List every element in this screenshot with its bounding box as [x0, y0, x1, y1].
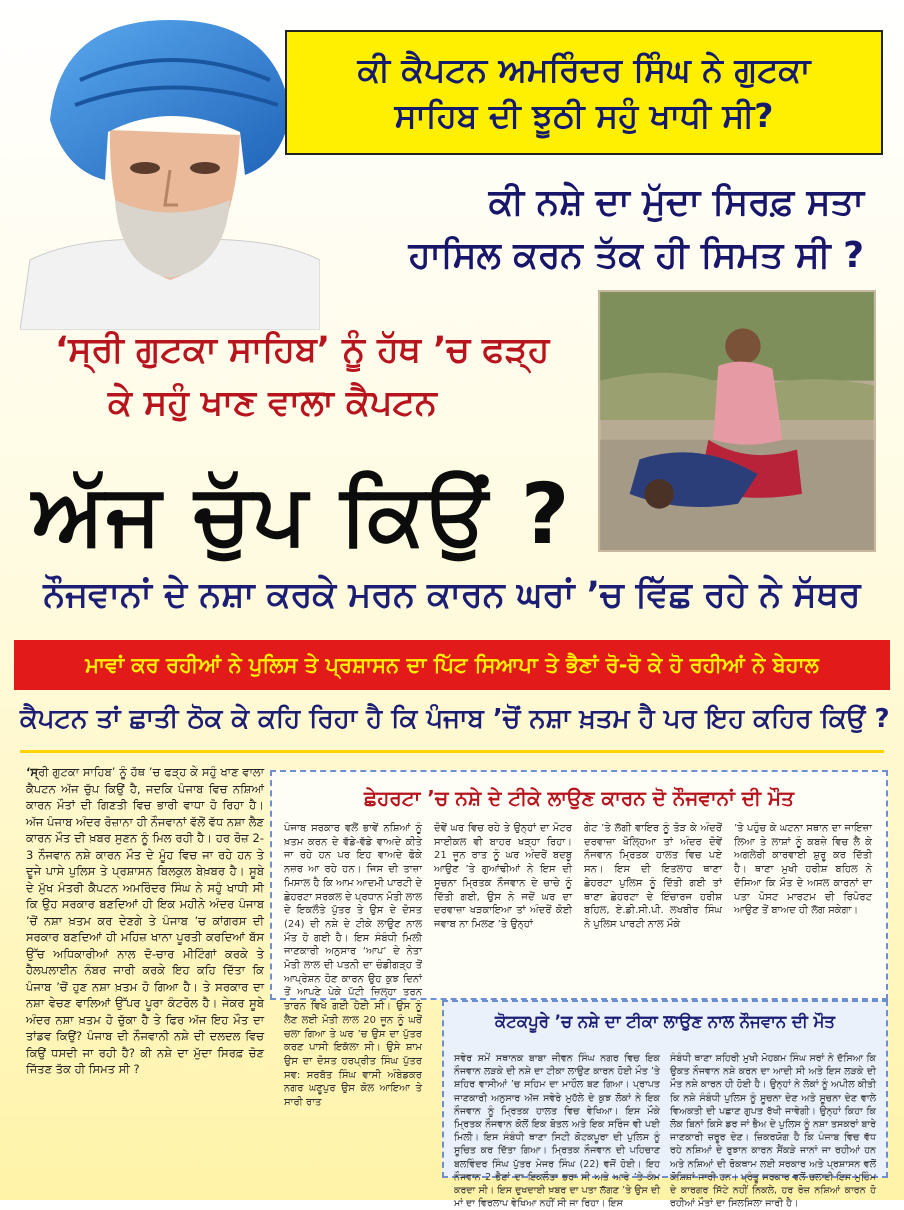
gutka-caption-line-1: ‘ਸ੍ਰੀ ਗੁਟਕਾ ਸਾਹਿਬ’ ਨੂੰ ਹੱਥ ’ਚ ਫੜ੍ਹ: [55, 330, 550, 370]
grieving-mother-photo: [598, 290, 876, 552]
news-box-kotkapura: [442, 1000, 888, 1210]
news-column: ਸਵੇਰ ਸਮੇਂ ਸਥਾਨਕ ਬਾਬਾ ਜੀਵਨ ਸਿੰਘ ਨਗਰ ਵਿਚ ਇਕ ਨੌਜਵਾਨ ਲੜਕੇ ਦੀ ਨਸ਼ੇ ਦਾ ਟੀਕਾ ਲਾਉਣ ਕਾਰਨ ਹੋਈ ਮੌਤ ’ਤੇ ਸ਼ਹਿਰ ਵਾਸੀਆਂ ’ਚ ਸਹਿਮ ਦਾ ਮਾਹੌਲ ਬਣ ਗਿਆ। ਪ੍ਰਾਪਤ ਜਾਣਕਾਰੀ ਅਨੁਸਾਰ ਅੱਜ ਸਵੇਰੇ ਮੁਹੱਲੇ ਦੇ ਕੁਝ ਲੋਕਾਂ ਨੇ ਇਕ ਨੌਜਵਾਨ ਨੂੰ ਮ੍ਰਿਤਕ ਹਾਲਤ ਵਿਚ ਵੇਖਿਆ। ਇਸ ਮੌਕੇ ਮ੍ਰਿਤਕ ਨੌਜਵਾਨ ਕੋਲੋਂ ਇਕ ਬੋਤਲ ਅਤੇ ਇਕ ਸਰਿੰਜ ਵੀ ਪਈ ਮਿਲੀ। ਇਸ ਸੰਬੰਧੀ ਥਾਣਾ ਸਿਟੀ ਕੋਟਕਪੂਰਾ ਦੀ ਪੁਲਿਸ ਨੂੰ ਸੂਚਿਤ ਕਰ ਦਿੱਤਾ ਗਿਆ। ਮ੍ਰਿਤਕ ਨੌਜਵਾਨ ਦੀ ਪਹਿਚਾਣ ਬਲਵਿੰਦਰ ਸਿੰਘ ਪੁੱਤਰ ਮੇਜਰ ਸਿੰਘ (22) ਵਜੋਂ ਹੋਈ। ਇਹ ਨੌਜਵਾਨ 2 ਭੈਣਾਂ ਦਾ ਇਕਲੌਤਾ ਭਰਾ ਸੀ ਅਤੇ ਆਰੇ ’ਤੇ ਕੰਮ ਕਰਦਾ ਸੀ। ਇਸ ਦੁਖਦਾਈ ਖ਼ਬਰ ਦਾ ਪਤਾ ਲੱਗਣ ’ਤੇ ਉਸ ਦੀ ਮਾਂ ਦਾ ਵਿਰਲਾਪ ਵੇਖਿਆ ਨਹੀਂ ਸੀ ਜਾ ਰਿਹਾ। ਇਸ: [454, 1053, 660, 1210]
big-title: ਅੱਜ ਚੁੱਪ ਕਿਉਂ ?: [32, 465, 572, 563]
youth-headline: ਨੌਜਵਾਨਾਂ ਦੇ ਨਸ਼ਾ ਕਰਕੇ ਮਰਨ ਕਾਰਨ ਘਰਾਂ ’ਚ ਵਿੱਛ ਰਹੇ ਨੇ ਸੱਥਰ: [43, 575, 861, 615]
question-line-2: ਹਾਸਿਲ ਕਰਨ ਤੱਕ ਹੀ ਸਿਮਤ ਸੀ ?: [408, 235, 864, 276]
red-banner-text: ਮਾਵਾਂ ਕਰ ਰਹੀਆਂ ਨੇ ਪੁਲਿਸ ਤੇ ਪ੍ਰਸ਼ਾਸਨ ਦਾ ਪਿੱਟ ਸਿਆਪਾ ਤੇ ਭੈਣਾਂ ਰੋ-ਰੋ ਕੇ ਹੋ ਰਹੀਆਂ ਨੇ ਬੇਹਾਲ: [85, 652, 819, 677]
news-column: ’ਤੇ ਪਹੁੰਚ ਕੇ ਘਟਨਾ ਸਥਾਨ ਦਾ ਜਾਇਜ਼ਾ ਲਿਆ ਤੇ ਲਾਸ਼ਾਂ ਨੂੰ ਕਬਜ਼ੇ ਵਿਚ ਲੈ ਕੇ ਅਗਲੇਰੀ ਕਾਰਵਾਈ ਸ਼ੁਰੂ ਕਰ ਦਿੱਤੀ ਹੈ। ਥਾਣਾ ਮੁਖੀ ਹਰੀਸ਼ ਬਹਿਲ ਨੇ ਦੱਸਿਆ ਕਿ ਮੌਤ ਦੇ ਅਸਲ ਕਾਰਨਾਂ ਦਾ ਪਤਾ ਪੋਸਟ ਮਾਰਟਮ ਦੀ ਰਿਪੋਰਟ ਆਉਣ ਤੋਂ ਬਾਅਦ ਹੀ ਲੱਗ ਸਕੇਗਾ।: [734, 823, 872, 917]
news-column: ਸੰਬੰਧੀ ਥਾਣਾ ਸ਼ਹਿਰੀ ਮੁਖੀ ਮੋਹਕਮ ਸਿੰਘ ਸਰਾਂ ਨੇ ਦੱਸਿਆ ਕਿ ਉਕਤ ਨੌਜਵਾਨ ਨਸ਼ੇ ਕਰਨ ਦਾ ਆਦੀ ਸੀ ਅਤੇ ਇਸ ਲੜਕੇ ਦੀ ਮੌਤ ਨਸ਼ੇ ਕਾਰਨ ਹੀ ਹੋਈ ਹੈ। ਉਨ੍ਹਾਂ ਨੇ ਲੋਕਾਂ ਨੂੰ ਅਪੀਲ ਕੀਤੀ ਕਿ ਨਸ਼ੇ ਸੰਬੰਧੀ ਪੁਲਿਸ ਨੂੰ ਸੂਚਨਾ ਦੇਣ ਅਤੇ ਸੂਚਨਾ ਦੇਣ ਵਾਲੇ ਵਿਅਕਤੀ ਦੀ ਪਛਾਣ ਗੁਪਤ ਰੱਖੀ ਜਾਵੇਗੀ। ਉਨ੍ਹਾਂ ਕਿਹਾ ਕਿ ਲੋਕ ਬਿਨਾਂ ਕਿਸੇ ਡਰ ਜਾਂ ਭੈਅ ਦੇ ਪੁਲਿਸ ਨੂੰ ਨਸ਼ਾ ਤਸਕਰਾਂ ਬਾਰੇ ਜਾਣਕਾਰੀ ਜ਼ਰੂਰ ਦੇਣ। ਜ਼ਿਕਰਯੋਗ ਹੈ ਕਿ ਪੰਜਾਬ ਵਿਚ ਵੱਧ ਰਹੇ ਨਸ਼ਿਆਂ ਦੇ ਰੁਝਾਨ ਕਾਰਨ ਸੈਂਕੜੇ ਜਾਨਾਂ ਜਾ ਰਹੀਆਂ ਹਨ ਅਤੇ ਨਸ਼ਿਆਂ ਦੀ ਰੋਕਥਾਮ ਲਈ ਸਰਕਾਰ ਅਤੇ ਪ੍ਰਸ਼ਾਸਨ ਵਲੋਂ ਕੋਸ਼ਿਸ਼ਾਂ ਜਾਰੀ ਹਨ। ਪ੍ਰੰਤੂ ਸਰਕਾਰ ਵਲੋਂ ਚਲਾਈ ਇਸ ਮੁਹਿੰਮ ਦੇ ਕਾਰਗਰ ਸਿੱਟੇ ਨਹੀਂ ਨਿਕਲੇ, ਹਰ ਰੋਜ਼ ਨਸ਼ਿਆਂ ਕਾਰਨ ਹੋ ਰਹੀਆਂ ਮੌਤਾਂ ਦਾ ਸਿਲਸਿਲਾ ਜਾਰੀ ਹੈ।: [670, 1053, 876, 1210]
red-banner: [14, 640, 890, 690]
left-article: ‘ਸ੍ਰੀ ਗੁਟਕਾ ਸਾਹਿਬ’ ਨੂੰ ਹੱਥ ’ਚ ਫੜ੍ਹ ਕੇ ਸਹੁੰ ਖਾਣ ਵਾਲਾ ਕੈਪਟਨ ਅੱਜ ਚੁੱਪ ਕਿਉਂ ਹੈ, ਜਦਕਿ ਪੰਜਾਬ ਵਿਚ ਨਸ਼ਿਆਂ ਕਾਰਨ ਮੌਤਾਂ ਦੀ ਗਿਣਤੀ ਵਿਚ ਭਾਰੀ ਵਾਧਾ ਹੋ ਰਿਹਾ ਹੈ। ਅੱਜ ਪੰਜਾਬ ਅੰਦਰ ਰੋਜ਼ਾਨਾ ਹੀ ਨੌਜਵਾਨਾਂ ਵੱਲੋਂ ਵੱਧ ਨਸ਼ਾ ਲੈਣ ਕਾਰਨ ਮੌਤ ਦੀ ਖ਼ਬਰ ਸੁਣਨ ਨੂੰ ਮਿਲ ਰਹੀ ਹੈ। ਹਰ ਰੋਜ਼ 2-3 ਨੌਜਵਾਨ ਨਸ਼ੇ ਕਾਰਨ ਮੌਤ ਦੇ ਮੂੰਹ ਵਿਚ ਜਾ ਰਹੇ ਹਨ ਤੇ ਦੂਜੇ ਪਾਸੇ ਪੁਲਿਸ ਤੇ ਪ੍ਰਸ਼ਾਸਨ ਬਿਲਕੁਲ ਬੇਖ਼ਬਰ ਹੈ। ਸੂਬੇ ਦੇ ਮੁੱਖ ਮੰਤਰੀ ਕੈਪਟਨ ਅਮਰਿੰਦਰ ਸਿੰਘ ਨੇ ਸਹੁੰ ਖਾਧੀ ਸੀ ਕਿ ਉਹ ਸਰਕਾਰ ਬਣਦਿਆਂ ਹੀ ਇਕ ਮਹੀਨੇ ਅੰਦਰ ਪੰਜਾਬ ’ਚੋਂ ਨਸ਼ਾ ਖ਼ਤਮ ਕਰ ਦੇਣਗੇ ਤੇ ਪੰਜਾਬ ’ਚ ਕਾਂਗਰਸ ਦੀ ਸਰਕਾਰ ਬਣਦਿਆਂ ਹੀ ਮਹਿਜ਼ ਖਾਨਾ ਪੂਰਤੀ ਕਰਦਿਆਂ ਬੱਸ ਉੱਚ ਅਧਿਕਾਰੀਆਂ ਨਾਲ ਦੋ-ਚਾਰ ਮੀਟਿੰਗਾਂ ਕਰਕੇ ਤੇ ਹੈਲਪਲਾਈਨ ਨੰਬਰ ਜਾਰੀ ਕਰਕੇ ਇਹ ਕਹਿ ਦਿੱਤਾ ਕਿ ਪੰਜਾਬ ’ਚੋਂ ਹੁਣ ਨਸ਼ਾ ਖ਼ਤਮ ਹੋ ਗਿਆ ਹੈ। ਤੇ ਸਰਕਾਰ ਦਾ ਨਸ਼ਾ ਵੇਚਣ ਵਾਲਿਆਂ ਉੱਪਰ ਪੂਰਾ ਕੰਟਰੋਲ ਹੈ। ਜੇਕਰ ਸੂਬੇ ਅੰਦਰ ਨਸ਼ਾ ਖ਼ਤਮ ਹੋ ਚੁੱਕਾ ਹੈ ਤੇ ਫਿਰ ਅੱਜ ਇਹ ਮੌਤ ਦਾ ਤਾਂਡਵ ਕਿਉਂ? ਪੰਜਾਬ ਦੀ ਨੌਜਵਾਨੀ ਨਸ਼ੇ ਦੀ ਦਲਦਲ ਵਿਚ ਕਿਉਂ ਧਸਦੀ ਜਾ ਰਹੀ ਹੈ? ਕੀ ਨਸ਼ੇ ਦਾ ਮੁੱਦਾ ਸਿਰਫ਼ ਚੋਣ ਜਿੱਤਣ ਤੱਕ ਹੀ ਸਿਮਤ ਸੀ ?: [26, 765, 264, 1076]
news-column: ਦੋਵੇਂ ਘਰ ਵਿਚ ਰਹੇ ਤੇ ਉਨ੍ਹਾਂ ਦਾ ਮੋਟਰ ਸਾਈਕਲ ਵੀ ਬਾਹਰ ਖੜ੍ਹਾ ਰਿਹਾ। 21 ਜੂਨ ਰਾਤ ਨੂੰ ਘਰ ਅੰਦਰੋਂ ਬਦਬੂ ਆਉਣ ’ਤੇ ਗੁਆਂਢੀਆਂ ਨੇ ਇਸ ਦੀ ਸੂਚਨਾ ਮ੍ਰਿਤਕ ਨੌਜਵਾਨ ਦੇ ਚਾਚੇ ਨੂੰ ਦਿੱਤੀ ਗਈ, ਉਸ ਨੇ ਜਦੋਂ ਘਰ ਦਾ ਦਰਵਾਜ਼ਾ ਖੜਕਾਇਆ ਤਾਂ ਅੰਦਰੋਂ ਕੋਈ ਜਵਾਬ ਨਾ ਮਿਲਣ ’ਤੇ ਉਨ੍ਹਾਂ: [434, 823, 572, 930]
news-column: ਪੰਜਾਬ ਸਰਕਾਰ ਵਲੋਂ ਭਾਵੇਂ ਨਸ਼ਿਆਂ ਨੂੰ ਖ਼ਤਮ ਕਰਨ ਦੇ ਵੱਡੇ-ਵੱਡੇ ਵਾਅਦੇ ਕੀਤੇ ਜਾ ਰਹੇ ਹਨ ਪਰ ਇਹ ਵਾਅਦੇ ਫੋਕੇ ਨਜ਼ਰ ਆ ਰਹੇ ਹਨ। ਜਿਸ ਦੀ ਤਾਜ਼ਾ ਮਿਸਾਲ ਹੈ ਕਿ ਆਮ ਆਦਮੀ ਪਾਰਟੀ ਦੇ ਛੇਹਰਟਾ ਸਰਕਲ ਦੇ ਪ੍ਰਧਾਨ ਮੋਤੀ ਲਾਲ ਦੇ ਇਕਲੌਤੇ ਪੁੱਤਰ ਤੇ ਉਸ ਦੇ ਦੋਸਤ (24) ਦੀ ਨਸ਼ੇ ਦੇ ਟੀਕੇ ਲਾਉਣ ਨਾਲ ਮੌਤ ਹੋ ਗਈ ਹੈ। ਇਸ ਸੰਬੰਧੀ ਮਿਲੀ ਜਾਣਕਾਰੀ ਅਨੁਸਾਰ ‘ਆਪ’ ਦੇ ਨੇਤਾ ਮੋਤੀ ਲਾਲ ਦੀ ਪਤਨੀ ਦਾ ਚੰਡੀਗੜ੍ਹ ਤੋਂ ਆਪ੍ਰੇਸ਼ਨ ਹੋਣ ਕਾਰਨ ਉਹ ਕੁਝ ਦਿਨਾਂ ਤੋਂ ਆਪਣੇ ਪੇਕੇ ਪੱਟੀ ਜ਼ਿਲ੍ਹਾ ਤਰਨ ਤਾਰਨ ਵਿਖੇ ਗਈ ਹੋਈ ਸੀ। ਉਸ ਨੂੰ ਲੈਣ ਲਈ ਮੋਤੀ ਲਾਲ 20 ਜੂਨ ਨੂੰ ਘਰੋਂ ਚਲਾ ਗਿਆ ਤੇ ਘਰ ’ਚ ਉਸ ਦਾ ਪੁੱਤਰ ਕਰਣ ਪਾਸੀ ਇਕੱਲਾ ਸੀ। ਉਸੇ ਸ਼ਾਮ ਉਸ ਦਾ ਦੋਸਤ ਹਰਪ੍ਰੀਤ ਸਿੰਘ ਪੁੱਤਰ ਸਵ: ਸਰਬੱਤ ਸਿੰਘ ਵਾਸੀ ਅੰਬੇਡਕਰ ਨਗਰ ਘਣੂਪੁਰ ਉਸ ਕੋਲ ਆਇਆ ਤੇ ਸਾਰੀ ਰਾਤ: [284, 823, 422, 1109]
headline-box: [285, 30, 883, 155]
captain-portrait-image: [20, 10, 320, 330]
headline-line-1: ਕੀ ਕੈਪਟਨ ਅਮਰਿੰਦਰ ਸਿੰਘ ਨੇ ਗੁਟਕਾ: [357, 49, 811, 89]
headline-line-2: ਸਾਹਿਬ ਦੀ ਝੂਠੀ ਸਹੁੰ ਖਾਧੀ ਸੀ?: [394, 95, 774, 135]
news-headline: ਕੋਟਕਪੂਰੇ ’ਚ ਨਸ਼ੇ ਦਾ ਟੀਕਾ ਲਾਉਣ ਨਾਲ ਨੌਜਵਾਨ ਦੀ ਮੌਤ: [495, 1012, 835, 1031]
question-line-1: ਕੀ ਨਸ਼ੇ ਦਾ ਮੁੱਦਾ ਸਿਰਫ਼ ਸਤਾ: [488, 182, 864, 223]
gutka-caption-line-2: ਕੇ ਸਹੁੰ ਖਾਣ ਵਾਲਾ ਕੈਪਟਨ: [108, 383, 437, 423]
captain-headline: ਕੈਪਟਨ ਤਾਂ ਛਾਤੀ ਠੋਕ ਕੇ ਕਹਿ ਰਿਹਾ ਹੈ ਕਿ ਪੰਜਾਬ ’ਚੋਂ ਨਸ਼ਾ ਖ਼ਤਮ ਹੈ ਪਰ ਇਹ ਕਹਿਰ ਕਿਉਂ ?: [20, 704, 890, 734]
news-column: ਗੇਟ ’ਤੇ ਲੱਗੀ ਵਾਇਰ ਨੂੰ ਤੋੜ ਕੇ ਅੰਦਰੋਂ ਦਰਵਾਜ਼ਾ ਖੋਲ੍ਹਿਆ ਤਾਂ ਅੰਦਰ ਦੋਵੇਂ ਨੌਜਵਾਨ ਮ੍ਰਿਤਕ ਹਾਲਤ ਵਿਚ ਪਏ ਸਨ। ਇਸ ਦੀ ਇਤਲਾਹ ਥਾਣਾ ਛੇਹਰਟਾ ਪੁਲਿਸ ਨੂੰ ਦਿੱਤੀ ਗਈ ਤਾਂ ਥਾਣਾ ਛੇਹਰਟਾ ਦੇ ਇੰਚਾਰਜ ਹਰੀਸ਼ ਬਹਿਲ, ਏ.ਡੀ.ਸੀ.ਪੀ. ਲਖਬੀਰ ਸਿੰਘ ਨੇ ਪੁਲਿਸ ਪਾਰਟੀ ਨਾਲ ਮੌਕੇ: [584, 823, 722, 930]
divider: [20, 750, 884, 753]
news-headline: ਛੇਹਰਟਾ ’ਚ ਨਸ਼ੇ ਦੇ ਟੀਕੇ ਲਾਉਣ ਕਾਰਨ ਦੋ ਨੌਜਵਾਨਾਂ ਦੀ ਮੌਤ: [364, 786, 794, 810]
